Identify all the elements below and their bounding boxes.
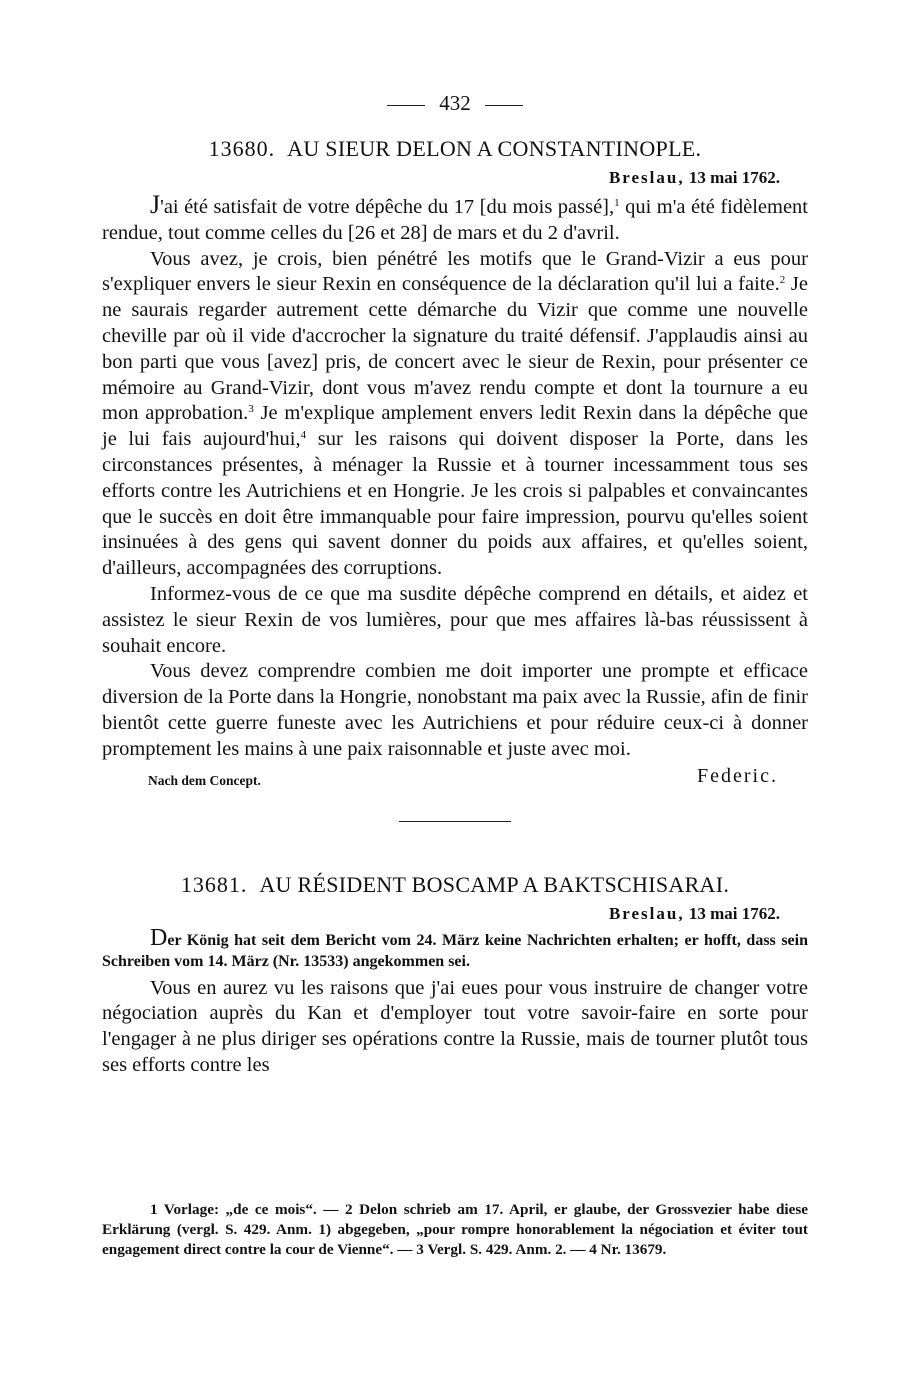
paragraph-text: Vous avez, je crois, bien pénétré les motifs que le Grand-Vizir a eus pour s'expliquer envers le sieur Rexin en conséquence de la déclaration qu'il lui a faite. — [102, 247, 808, 296]
summary-text: er König hat seit dem Bericht vom 24. März keine Nachrichten erhalten; er hofft, dass sein Schreiben vom 14. März (Nr. 13533) angekommen sei. — [102, 931, 808, 970]
footnote-text: 1 Vorlage: „de ce mois“. — 2 Delon schrieb am 17. April, er glaube, der Grossvezier habe diese Erklärung (vergl. S. 429. Anm. 1) abgegeben, „pour rompre honorablement la négociation et éviter tout engagement direct contre la cour de Vienne“. — 3 Vergl. S. 429. Anm. 2. — 4 Nr. 13679. — [102, 1201, 808, 1258]
paragraph — [102, 192, 808, 247]
page-header — [102, 88, 808, 118]
initial-letter: D — [150, 924, 168, 951]
letter-title: AU RÉSIDENT BOSCAMP A BAKTSCHISARAI. — [259, 871, 730, 897]
dateline-place: Breslau, — [608, 168, 685, 187]
source-note: Nach dem Concept. — [148, 772, 261, 788]
paragraph — [102, 247, 808, 582]
page-number: 432 — [439, 91, 471, 115]
paragraph-text: 'ai été satisfait de votre dépêche du 17 [du mois passé], — [160, 196, 615, 218]
header-dash-right — [485, 105, 523, 106]
paragraph-text: qui m'a été fidèlement rendue, tout comme celles du [26 et 28] de mars et du 2 d'avril. — [102, 196, 809, 244]
footnote-ref: 3 — [248, 403, 254, 416]
paragraph: Vous devez comprendre combien me doit importer une prompte et efficace diversion de la Porte dans la Hongrie, nonobstant ma paix avec la Russie, afin de finir bientôt cette guerre funeste avec les Autrichiens et pour réduire ceux-ci à donner promptement les mains à une paix raisonnable et juste avec moi. — [102, 660, 808, 760]
paragraph-text: Je ne saurais regarder autrement cette démarche du Vizir que comme une nouvelle cheville par où il vide d'accrocher la signature du traité défensif. J'applaudis ainsi au bon parti que vous [avez] pris, de concert avec le sieur de Rexin, pour présenter ce mémoire au Grand-Vizir, dont vous m'avez rendu compte et dont la tournure a eu mon approbation. — [102, 273, 808, 425]
header-dash-left — [387, 105, 425, 106]
paragraph-text: Je m'explique amplement envers ledit Rexin dans la dépêche que je lui fais aujourd'hui, — [102, 402, 808, 451]
footnote-ref: 4 — [300, 429, 307, 442]
closing — [102, 765, 808, 795]
editorial-summary — [102, 924, 808, 972]
footnote-ref: 1 — [614, 197, 620, 209]
paragraph-text: sur les raisons qui doivent disposer la Porte, dans les circonstances présentes, à ménager la Russie et à tourner incessamment tous ses efforts contre les Autrichiens et en Hongrie. Je les crois si palpables et convaincantes que le succès en doit être immanquable pour faire impression, pourvu qu'elles soient insinuées à des gens qui savent donner du poids aux affaires, et qu'elles soient, d'ailleurs, accompagnées des corruptions. — [102, 428, 808, 580]
paragraph: Vous en aurez vu les raisons que j'ai eues pour vous instruire de changer votre négociation auprès du Kan et d'employer tout votre savoir-faire en sorte pour l'engager à ne plus diriger ses opérations contre la Russie, mais de tourner plutôt tous ses efforts contre les — [102, 976, 808, 1076]
signature: Federic. — [697, 764, 778, 787]
letter-heading — [102, 136, 808, 162]
page-content — [102, 88, 808, 1079]
letter-number: 13681. — [180, 871, 248, 897]
letter-heading — [102, 872, 808, 898]
dateline-date: 13 mai 1762. — [688, 168, 780, 187]
dateline — [102, 168, 780, 188]
footnote-ref: 2 — [779, 274, 786, 287]
dateline-place: Breslau, — [608, 903, 685, 923]
dateline — [102, 904, 780, 924]
letter-title: AU SIEUR DELON A CONSTANTINOPLE. — [287, 136, 702, 161]
dateline-date: 13 mai 1762. — [688, 903, 780, 923]
section-divider — [399, 821, 511, 822]
paragraph: Informez-vous de ce que ma susdite dépêche comprend en détails, et aidez et assistez le sieur Rexin de vos lumières, pour que mes affaires là-bas réussissent à souhait encore. — [102, 582, 808, 657]
initial-letter: J — [150, 190, 161, 219]
letter-number: 13680. — [208, 136, 276, 161]
footnotes — [102, 1200, 808, 1260]
